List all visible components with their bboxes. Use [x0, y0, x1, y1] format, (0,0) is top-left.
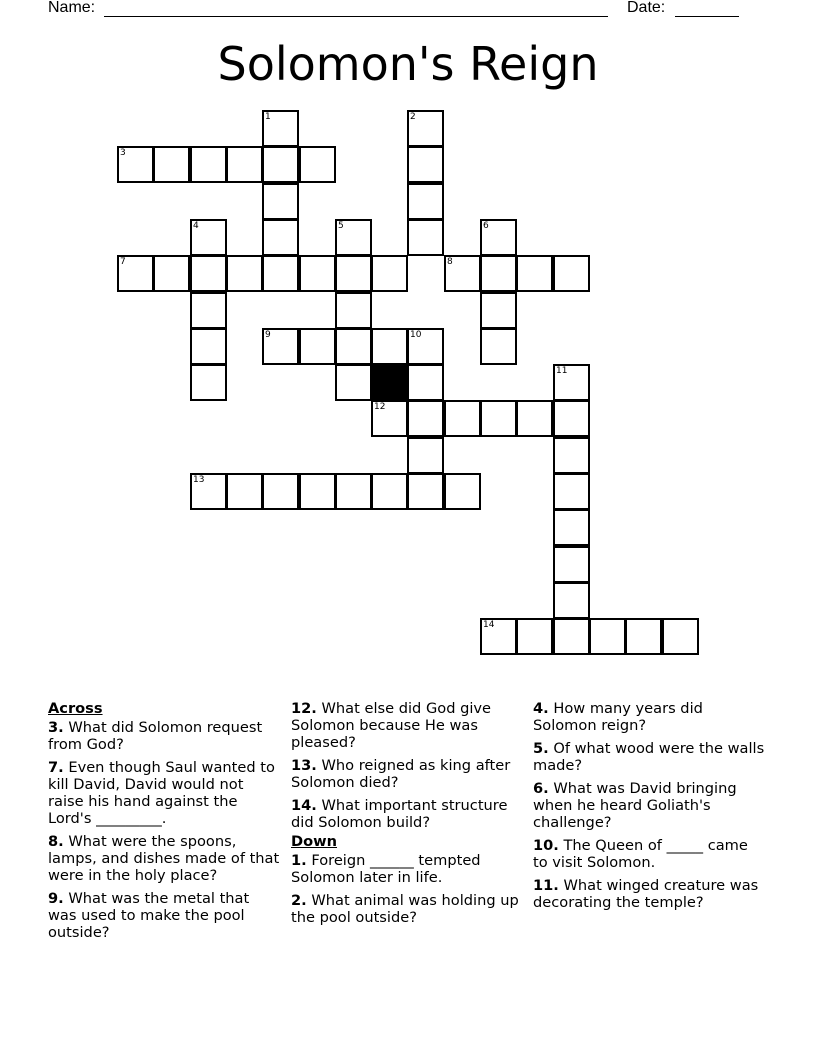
grid-cell[interactable] — [444, 400, 481, 437]
grid-cell[interactable] — [407, 473, 444, 510]
clue-number: 9. — [48, 890, 64, 907]
grid-cell[interactable] — [516, 618, 553, 655]
clue-across-3 — [48, 719, 282, 753]
clue-across-13 — [291, 757, 525, 791]
cell-number: 1 — [265, 112, 271, 122]
grid-cell[interactable] — [335, 292, 372, 329]
cell-number: 6 — [483, 221, 489, 231]
grid-cell[interactable] — [190, 328, 227, 365]
clues-column-2 — [291, 700, 525, 932]
grid-block — [371, 364, 408, 401]
grid-cell[interactable] — [262, 219, 299, 256]
grid-cell[interactable] — [480, 255, 517, 292]
clue-text: What important structure did Solomon build? — [291, 797, 508, 831]
clue-down-6 — [533, 780, 767, 831]
grid-cell[interactable] — [335, 473, 372, 510]
grid-cell[interactable] — [553, 546, 590, 583]
page-title: Solomon's Reign — [217, 37, 599, 91]
grid-cell[interactable] — [153, 255, 190, 292]
grid-cell[interactable] — [480, 219, 517, 256]
grid-cell[interactable] — [553, 582, 590, 619]
date-label: Date: — [627, 0, 666, 16]
grid-cell[interactable] — [299, 146, 336, 183]
grid-cell[interactable] — [553, 255, 590, 292]
clue-text: What did Solomon request from God? — [48, 719, 263, 753]
clue-down-1 — [291, 852, 525, 886]
down-heading: Down — [291, 833, 338, 850]
clue-text: What else did God give Solomon because He was pleased? — [291, 700, 492, 751]
grid-cell[interactable] — [262, 110, 299, 147]
grid-cell[interactable] — [407, 110, 444, 147]
clue-number: 7. — [48, 759, 64, 776]
cell-number: 13 — [193, 475, 205, 485]
grid-cell[interactable] — [335, 255, 372, 292]
grid-cell[interactable] — [553, 437, 590, 474]
grid-cell[interactable] — [407, 328, 444, 365]
clues-column-1 — [48, 700, 282, 947]
clue-across-14 — [291, 797, 525, 831]
grid-cell[interactable] — [553, 509, 590, 546]
clue-text: What was David bringing when he heard Goliath's challenge? — [533, 780, 737, 831]
clue-across-9 — [48, 890, 282, 941]
grid-cell[interactable] — [407, 219, 444, 256]
clue-text: Who reigned as king after Solomon died? — [291, 757, 511, 791]
grid-cell[interactable] — [553, 400, 590, 437]
clue-number: 14. — [291, 797, 317, 814]
grid-cell[interactable] — [262, 183, 299, 220]
grid-cell[interactable] — [117, 146, 154, 183]
clue-text: The Queen of _____ came to visit Solomon. — [533, 837, 748, 871]
grid-cell[interactable] — [371, 400, 408, 437]
cell-number: 9 — [265, 330, 271, 340]
grid-cell[interactable] — [153, 146, 190, 183]
grid-cell[interactable] — [407, 437, 444, 474]
clue-text: Even though Saul wanted to kill David, David would not raise his hand against the Lord's _________. — [48, 759, 275, 827]
grid-cell[interactable] — [299, 255, 336, 292]
grid-cell[interactable] — [190, 255, 227, 292]
grid-cell[interactable] — [553, 364, 590, 401]
clue-number: 8. — [48, 833, 64, 850]
clue-down-5 — [533, 740, 767, 774]
grid-cell[interactable] — [226, 146, 263, 183]
grid-cell[interactable] — [516, 255, 553, 292]
clue-text: Foreign ______ tempted Solomon later in life. — [291, 852, 481, 886]
grid-cell[interactable] — [371, 255, 408, 292]
clue-down-10 — [533, 837, 767, 871]
clue-across-12 — [291, 700, 525, 751]
grid-cell[interactable] — [190, 292, 227, 329]
cell-number: 12 — [374, 402, 386, 412]
grid-cell[interactable] — [299, 473, 336, 510]
clue-text: Of what wood were the walls made? — [533, 740, 765, 774]
grid-cell[interactable] — [335, 364, 372, 401]
cell-number: 8 — [447, 257, 453, 267]
grid-cell[interactable] — [371, 328, 408, 365]
grid-cell[interactable] — [117, 255, 154, 292]
grid-cell[interactable] — [226, 473, 263, 510]
clue-text: What animal was holding up the pool outside? — [291, 892, 519, 926]
grid-cell[interactable] — [407, 183, 444, 220]
clues-column-3 — [533, 700, 767, 917]
cell-number: 2 — [410, 112, 416, 122]
cell-number: 5 — [338, 221, 344, 231]
grid-cell[interactable] — [190, 473, 227, 510]
cell-number: 11 — [556, 366, 568, 376]
name-label: Name: — [48, 0, 96, 16]
grid-cell[interactable] — [444, 473, 481, 510]
cell-number: 3 — [120, 148, 126, 158]
clue-number: 5. — [533, 740, 549, 757]
clue-number: 6. — [533, 780, 549, 797]
grid-cell[interactable] — [190, 219, 227, 256]
grid-cell[interactable] — [589, 618, 626, 655]
grid-cell[interactable] — [299, 328, 336, 365]
grid-cell[interactable] — [480, 328, 517, 365]
clue-number: 2. — [291, 892, 307, 909]
clue-down-4 — [533, 700, 767, 734]
across-heading: Across — [48, 700, 103, 717]
grid-cell[interactable] — [407, 364, 444, 401]
clue-across-7 — [48, 759, 282, 827]
clue-text: How many years did Solomon reign? — [533, 700, 703, 734]
grid-cell[interactable] — [190, 364, 227, 401]
grid-cell[interactable] — [262, 328, 299, 365]
cell-number: 10 — [410, 330, 422, 340]
clue-number: 12. — [291, 700, 317, 717]
clue-number: 3. — [48, 719, 64, 736]
clue-number: 11. — [533, 877, 559, 894]
cell-number: 7 — [120, 257, 126, 267]
grid-cell[interactable] — [625, 618, 662, 655]
grid-cell[interactable] — [553, 473, 590, 510]
grid-cell[interactable] — [226, 255, 263, 292]
grid-cell[interactable] — [480, 400, 517, 437]
grid-cell[interactable] — [516, 400, 553, 437]
grid-cell[interactable] — [262, 473, 299, 510]
clue-number: 4. — [533, 700, 549, 717]
clue-text: What was the metal that was used to make the pool outside? — [48, 890, 250, 941]
grid-cell[interactable] — [407, 146, 444, 183]
grid-cell[interactable] — [335, 328, 372, 365]
cell-number: 4 — [193, 221, 199, 231]
grid-cell[interactable] — [371, 473, 408, 510]
grid-cell[interactable] — [335, 219, 372, 256]
grid-cell[interactable] — [262, 146, 299, 183]
clue-number: 1. — [291, 852, 307, 869]
clue-down-11 — [533, 877, 767, 911]
grid-cell[interactable] — [480, 292, 517, 329]
clue-number: 13. — [291, 757, 317, 774]
grid-cell[interactable] — [553, 618, 590, 655]
clue-text: What winged creature was decorating the temple? — [533, 877, 759, 911]
clue-text: What were the spoons, lamps, and dishes made of that were in the holy place? — [48, 833, 280, 884]
grid-cell[interactable] — [262, 255, 299, 292]
clue-down-2 — [291, 892, 525, 926]
grid-cell[interactable] — [662, 618, 699, 655]
grid-cell[interactable] — [190, 146, 227, 183]
clue-number: 10. — [533, 837, 559, 854]
grid-cell[interactable] — [480, 618, 517, 655]
grid-cell[interactable] — [407, 400, 444, 437]
clue-across-8 — [48, 833, 282, 884]
cell-number: 14 — [483, 620, 495, 630]
grid-cell[interactable] — [444, 255, 481, 292]
